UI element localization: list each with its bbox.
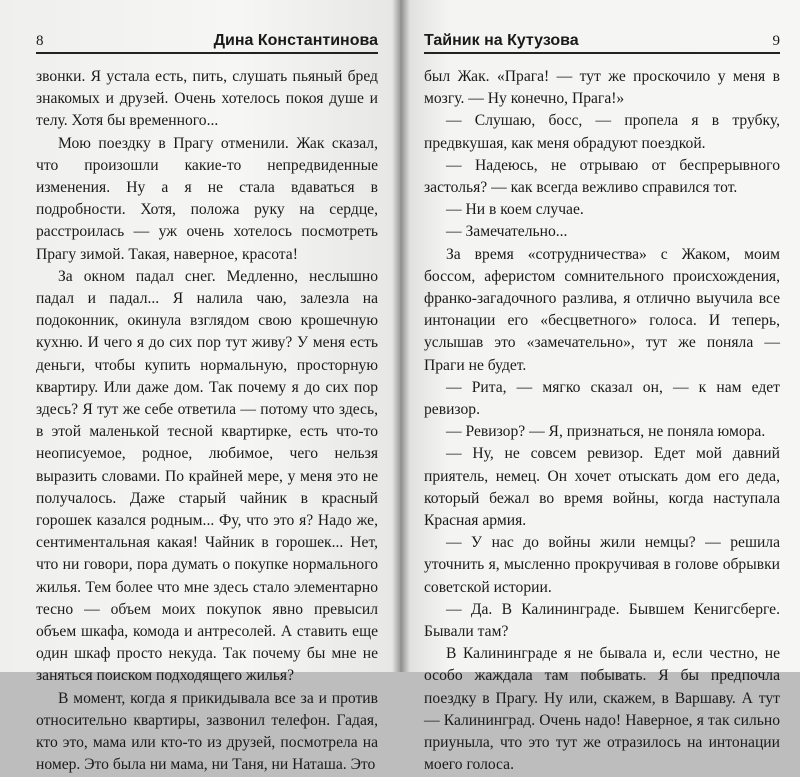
- paragraph: — Ну, не совсем ревизор. Едет мой давний приятель, немец. Он хочет отыскать дом его деда, который бежал во время войны, когда наступала Красная армия.: [424, 445, 780, 530]
- right-page-text: [424, 66, 780, 777]
- paragraph: В Калининграде я не бывала и, если честно, не особо жаждала там побывать. Я бы предпочла поездку в Прагу. Ну или, скажем, в Варшаву. А тут — Калининград. Очень надо! Наверное, я так сильно приуныла, что это тут же отразилось на интонации моего голоса.: [424, 645, 780, 774]
- left-page: [0, 0, 400, 774]
- paragraph: — Да. В Калининграде. Бывшем Кенигсберге. Бывали там?: [424, 600, 780, 641]
- paragraph: — Слушаю, босс, — пропела я в трубку, предвкушая, как меня обрадуют поездкой.: [424, 112, 780, 152]
- running-head-author: Дина Константинова: [213, 32, 378, 49]
- paragraph: За окном падал снег. Медленно, неслышно падал и падал... Я налила чаю, залезла на подоконник, окинула взглядом свою крошечную кухню. И чего я до сих пор тут живу? У меня есть деньги, чтобы купить нормальную, просторную квартиру. Или даже дом. Так почему я до сих пор здесь? Я тут же себе ответила — потому что здесь, в этой маленькой тесной квартирке, есть что-то неописуемое, родное, любимое, чего нельзя выразить словами. По крайней мере, у меня это не получалось. Даже старый чайник в красный горошек казался родным... Фу, что это я? Надо же, сентиментальная какая! Чайник в горошек... Нет, что ни говори, пора думать о покупке нормального жилья. Тем более что мне здесь стало элементарно тесно — объем моих покупок явно превысил объем шкафа, комода и антресолей. А ставить еще один шкаф просто некуда. Так почему бы мне не заняться поиском подходящего жилья?: [36, 267, 378, 685]
- paragraph: — Замечательно...: [446, 223, 568, 241]
- paragraph: За время «сотрудничества» с Жаком, моим боссом, аферистом сомнительного происхождения, франко-загадочного разлива, я отлично выучила все интонации его «бесцветного» голоса. И теперь, услышав это «замечательно», тут же поняла — Праги не будет.: [424, 245, 780, 374]
- paragraph: — Ни в коем случае.: [446, 201, 584, 219]
- right-page: [400, 0, 800, 774]
- paragraph: — У нас до войны жили немцы? — решила уточнить я, мысленно прокручивая в голове обрывки советской истории.: [424, 534, 780, 596]
- paragraph: — Ревизор? — Я, признаться, не поняла юмора.: [446, 423, 766, 441]
- paragraph: звонки. Я устала есть, пить, слушать пьяный бред знакомых и друзей. Очень хотелось покоя душе и телу. Хотя бы временного...: [36, 68, 378, 130]
- left-page-text: [36, 66, 378, 777]
- left-page-header: [36, 32, 378, 54]
- paragraph: был Жак. «Прага! — тут же проскочило у меня в мозгу. — Ну конечно, Прага!»: [424, 68, 780, 108]
- running-head-title: Тайник на Кутузова: [424, 32, 579, 49]
- page-number: 8: [36, 33, 44, 49]
- paragraph: — Рита, — мягко сказал он, — к нам едет ревизор.: [424, 378, 780, 419]
- paragraph: В момент, когда я прикидывала все за и против относительно квартиры, зазвонил телефон. Гадая, кто это, мама или кто-то из друзей, посмотрела на номер. Это была ни мама, ни Таня, ни Наташа. Это: [36, 689, 378, 774]
- page-number: 9: [772, 33, 780, 49]
- paragraph: Мою поездку в Прагу отменили. Жак сказал, что произошли какие-то непредвиденные изменения. Ну а я не стала вдаваться в подробности. Хотя, положа руку на сердце, расстроилась — уж очень хотелось посмотреть Прагу зимой. Такая, наверное, красота!: [36, 134, 378, 263]
- right-page-header: [424, 32, 780, 54]
- paragraph: — Надеюсь, не отрываю от беспрерывного застолья? — как всегда вежливо справился тот.: [424, 156, 780, 197]
